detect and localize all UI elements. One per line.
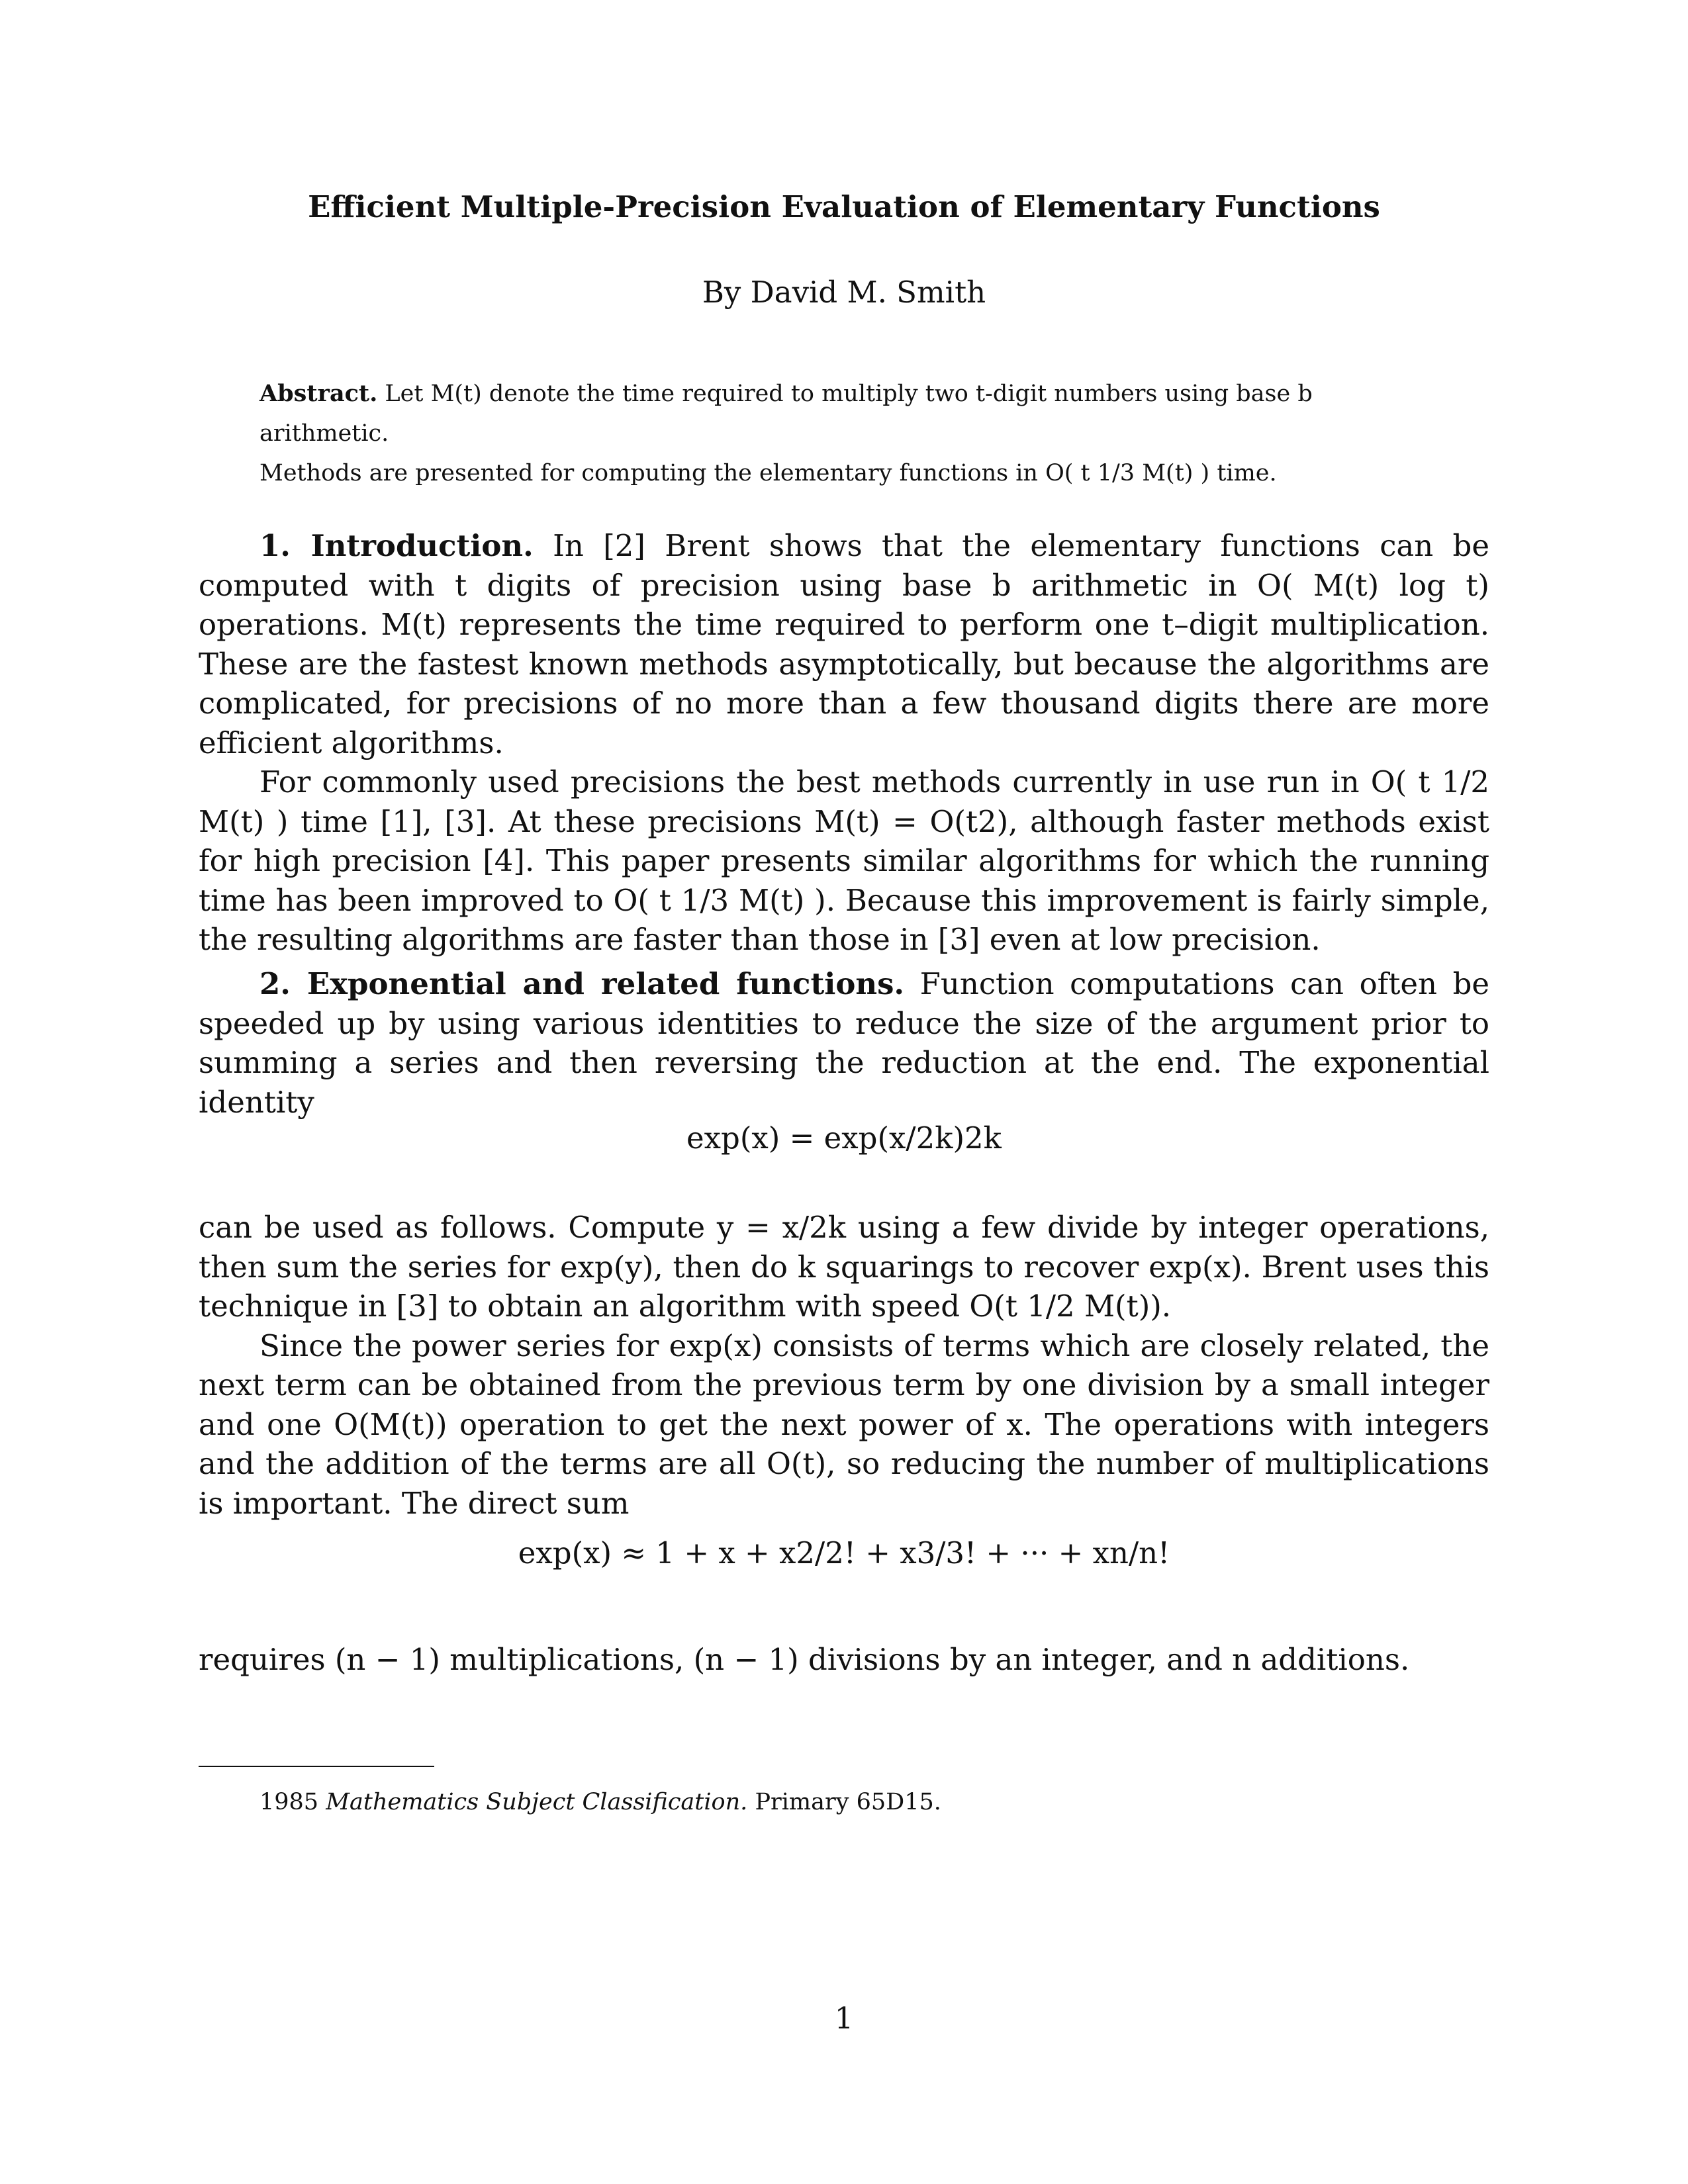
abstract-line-1-text: Let M(t) denote the time required to multiply two t-digit numbers using base b arithmetic. [259,381,1313,447]
abstract-line-1 [259,374,1429,453]
introduction-paragraph-1 [199,526,1489,762]
abstract-line-2: Methods are presented for computing the elementary functions in O( t 1/3 M(t) ) time. [259,460,1277,486]
introduction-paragraph-2: For commonly used precisions the best methods currently in use run in O( t 1/2 M(t) ) time [1], [3]. At these precisions M(t) = O(t2), although faster methods exist for high precision [4]. This paper presents similar algorithms for which the running time has been improved to O( t 1/3 M(t) ). Because this improvement is fairly simple, the resulting algorithms are faster than those in [3] even at low precision. [199,764,1489,957]
section-exponential-continued [199,1208,1489,1523]
paper-title: Efficient Multiple-Precision Evaluation of Elementary Functions [308,189,1380,224]
section-exponential-end [199,1640,1489,1680]
exponential-paragraph-1-text: Function computations can often be speeded up by using various identities to reduce the size of the argument prior to summing a series and then reversing the reduction at the end. The exponential identity [199,966,1489,1120]
equation-direct-sum: exp(x) ≈ 1 + x + x2/2! + x3/3! + ··· + xn/n! [518,1535,1170,1570]
footnote-year: 1985 [259,1789,319,1815]
introduction-paragraph-1-text: In [2] Brent shows that the elementary functions can be computed with t digits of precision using base b arithmetic in O( M(t) log t) operations. M(t) represents the time required to perform one t–digit multiplication. These are the fastest known methods asymptotically, but because the algorithms are complicated, for precisions of no more than a few thousand digits there are more efficient algorithms. [199,528,1489,760]
footnote [259,1786,1489,1819]
exponential-heading: 2. Exponential and related functions. [259,966,905,1001]
section-exponential [199,964,1489,1122]
exponential-paragraph-2: can be used as follows. Compute y = x/2k using a few divide by integer operations, then sum the series for exp(y), then do k squarings to recover exp(x). Brent uses this technique in [3] to obtain an algorithm with speed O(t 1/2 M(t)). [199,1210,1489,1324]
footnote-primary: Primary 65D15. [755,1789,941,1815]
introduction-heading: 1. Introduction. [259,528,534,563]
exponential-paragraph-4: requires (n − 1) multiplications, (n − 1) divisions by an integer, and n additions. [199,1642,1410,1677]
abstract-label: Abstract. [259,380,378,407]
section-introduction [199,526,1489,960]
footnote-rule [199,1766,434,1767]
paper-author: By David M. Smith [702,275,986,310]
equation-exponential-identity: exp(x) = exp(x/2k)2k [686,1120,1002,1156]
exponential-paragraph-3: Since the power series for exp(x) consists of terms which are closely related, the next term can be obtained from the previous term by one division by a small integer and one O(M(t)) operation to get the next power of x. The operations with integers and the addition of the terms are all O(t), so reducing the number of multiplications is important. The direct sum [199,1328,1489,1521]
exponential-paragraph-1 [199,964,1489,1122]
footnote-classification: Mathematics Subject Classification. [326,1789,748,1815]
abstract [259,374,1429,493]
page-number: 1 [834,2001,854,2036]
